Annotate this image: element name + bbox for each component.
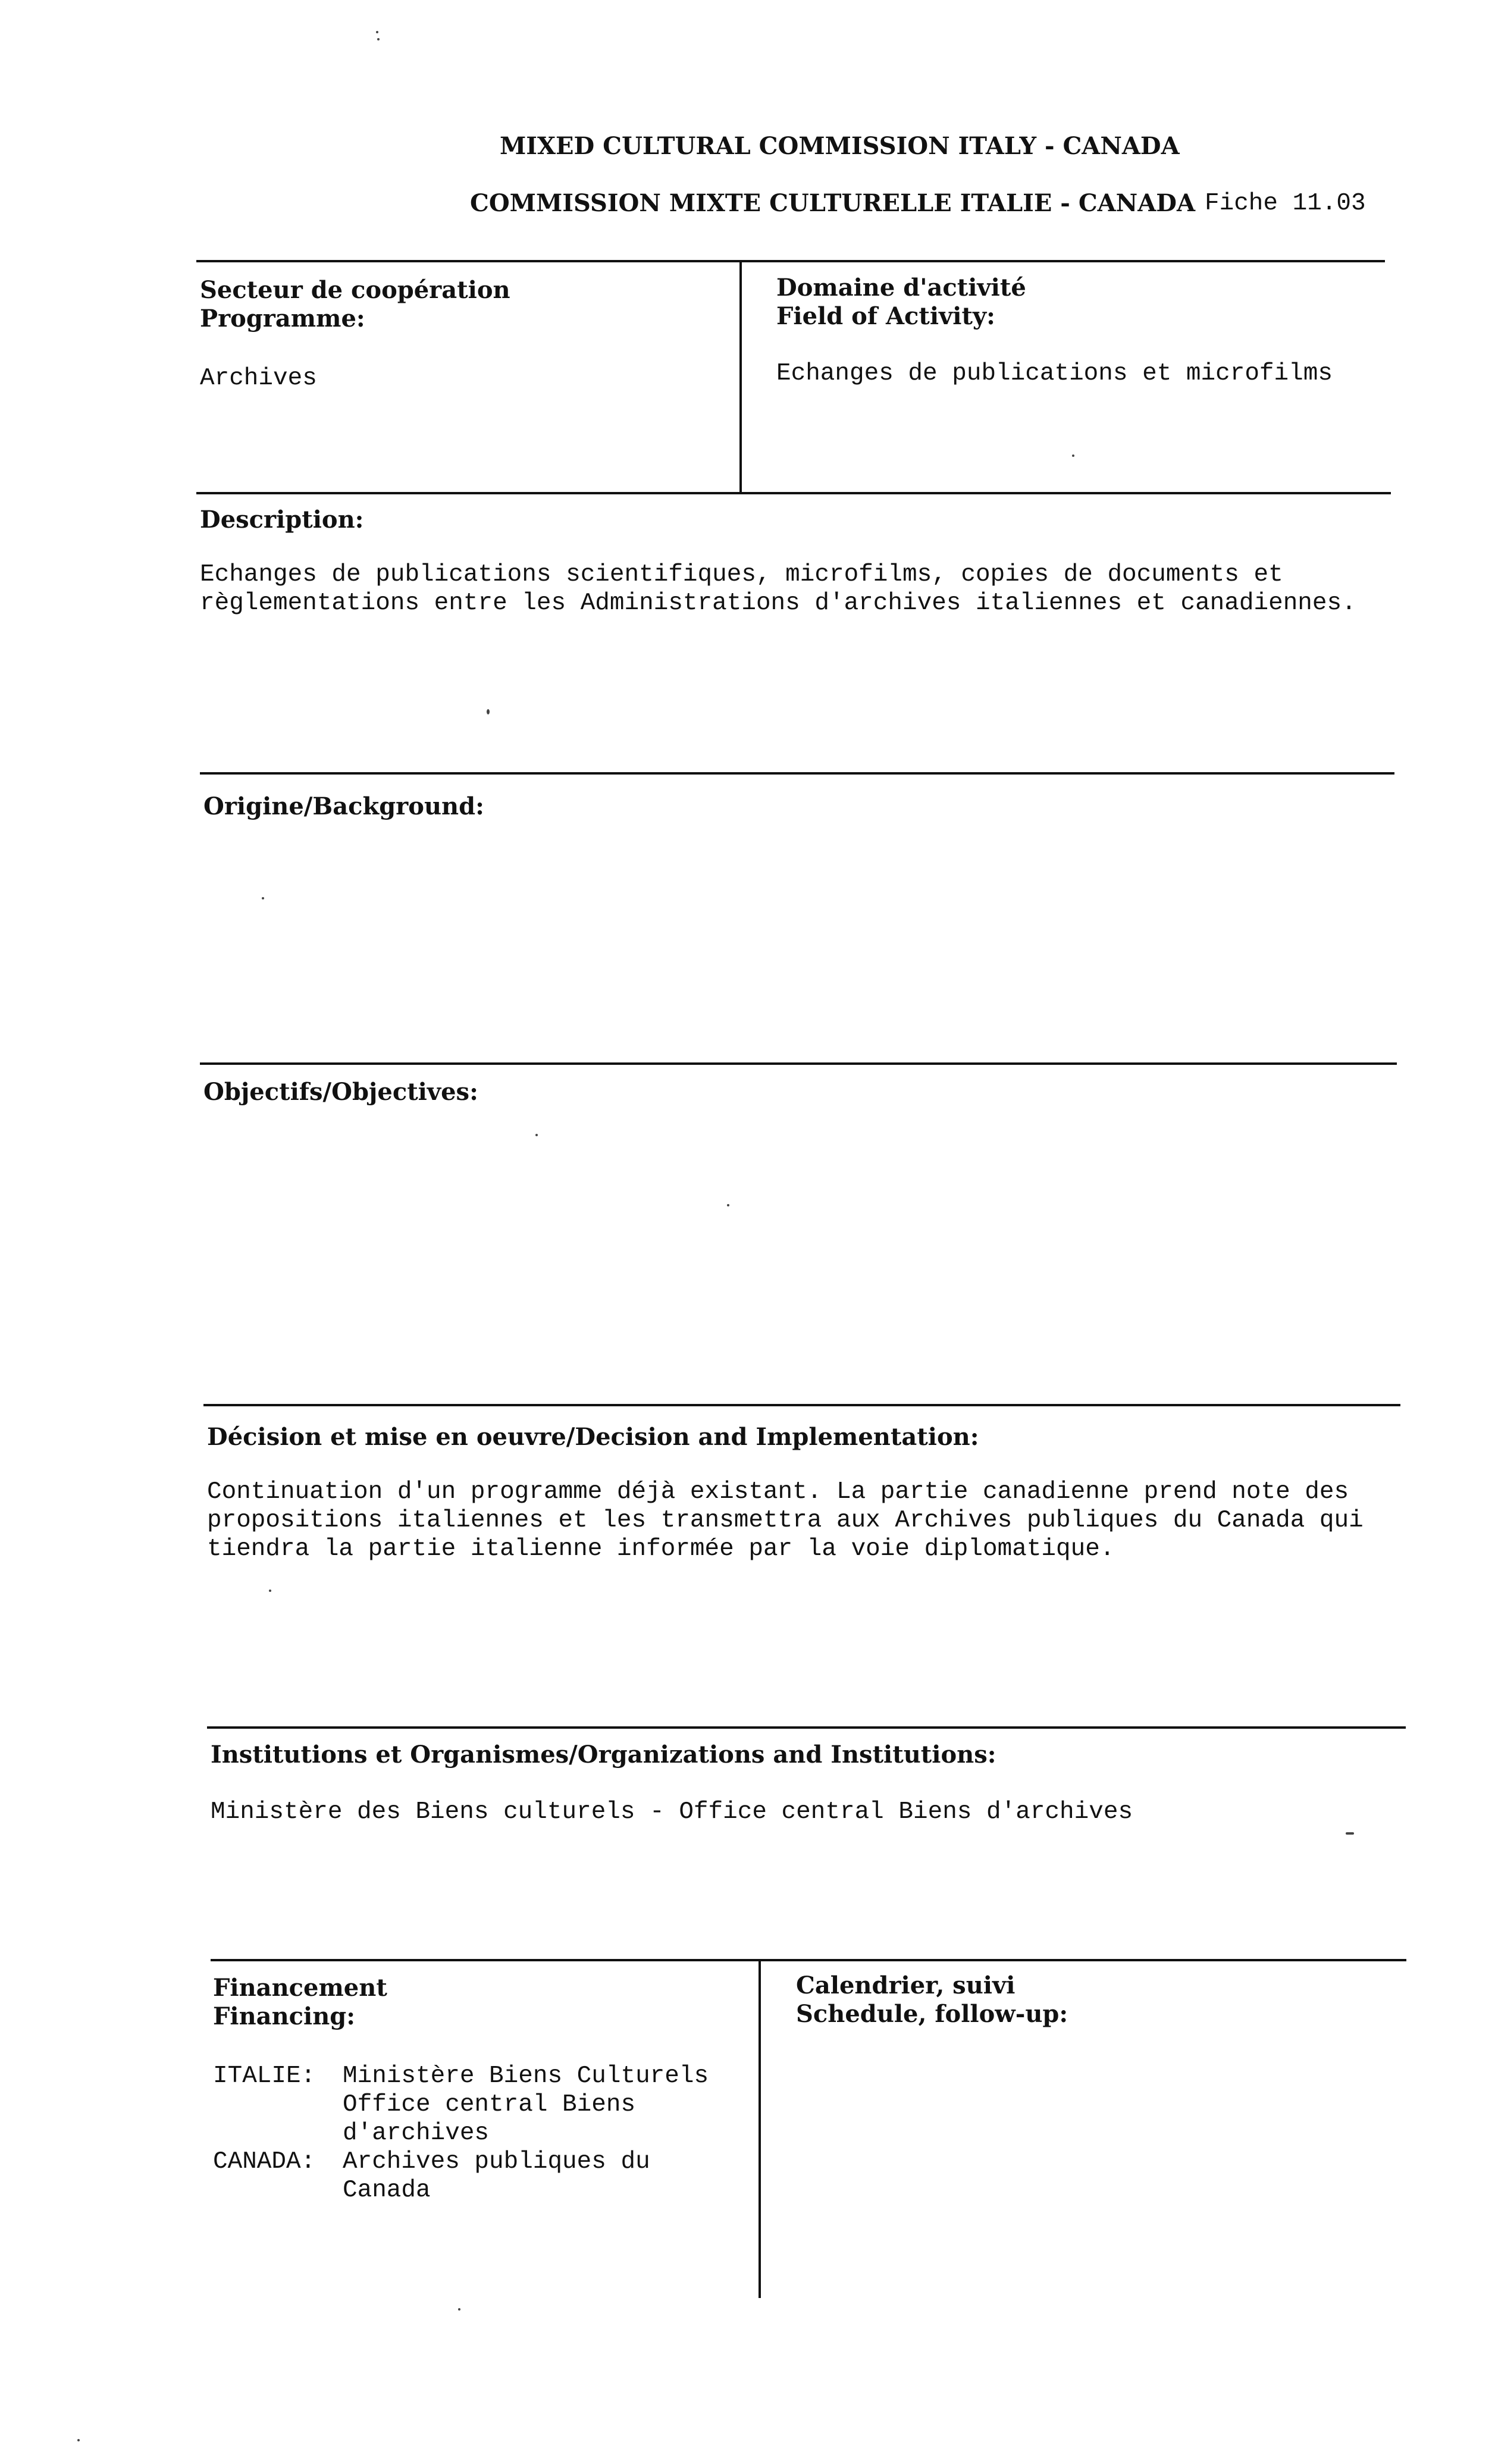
origin-label: Origine/Background: xyxy=(203,792,484,820)
scan-speck xyxy=(376,31,378,33)
financing-label-line2: Financing: xyxy=(213,2002,356,2030)
description-text xyxy=(200,560,1356,617)
rule-vertical-bottom xyxy=(759,1959,761,2298)
cooperation-label-line1: Secteur de coopération xyxy=(200,276,510,304)
cooperation-label-line2: Programme: xyxy=(200,305,365,333)
decision-text xyxy=(207,1478,1364,1563)
institutions-label: Institutions et Organismes/Organizations and Institutions: xyxy=(211,1741,996,1769)
scan-speck xyxy=(377,38,380,40)
scan-speck xyxy=(458,2308,460,2311)
scan-speck xyxy=(77,2439,80,2441)
decision-line-1: Continuation d'un programme déjà existant. La partie canadienne prend note des xyxy=(207,1478,1349,1506)
scan-speck xyxy=(535,1134,538,1136)
description-line-2: règlementations entre les Administrations d'archives italiennes et canadiennes. xyxy=(200,590,1356,617)
objectives-label: Objectifs/Objectives: xyxy=(203,1078,478,1106)
activity-label xyxy=(776,274,1026,331)
rule-after-origin xyxy=(200,1062,1397,1065)
financing-italy-key: ITALIE: xyxy=(213,2062,316,2090)
scan-speck xyxy=(262,897,264,899)
schedule-label-line1: Calendrier, suivi xyxy=(796,1971,1016,1999)
financing-canada-key: CANADA: xyxy=(213,2148,316,2175)
rule-after-objectives xyxy=(203,1404,1400,1406)
decision-line-3: tiendra la partie italienne informée par la voie diplomatique. xyxy=(207,1535,1115,1563)
decision-line-2: propositions italiennes et les transmettra aux Archives publiques du Canada qui xyxy=(207,1507,1364,1534)
schedule-label xyxy=(796,1971,1068,2029)
cooperation-label xyxy=(200,276,510,333)
financing-label xyxy=(213,1974,387,2031)
description-label: Description: xyxy=(200,506,364,534)
scan-speck xyxy=(727,1204,729,1206)
financing-italy-line-2: Office central Biens xyxy=(343,2091,636,2118)
institutions-value: Ministère des Biens culturels - Office central Biens d'archives xyxy=(211,1798,1133,1826)
scan-speck xyxy=(1072,454,1074,457)
cooperation-value: Archives xyxy=(200,365,317,392)
scan-speck xyxy=(487,709,490,714)
rule-after-institutions xyxy=(211,1959,1406,1961)
activity-label-line1: Domaine d'activité xyxy=(776,274,1026,302)
rule-top xyxy=(196,260,1385,262)
schedule-label-line2: Schedule, follow-up: xyxy=(796,2000,1068,2028)
title-english: MIXED CULTURAL COMMISSION ITALY - CANADA xyxy=(500,132,1180,160)
title-french: COMMISSION MIXTE CULTURELLE ITALIE - CANADA xyxy=(470,189,1196,217)
rule-after-decision xyxy=(207,1726,1406,1729)
activity-label-line2: Field of Activity: xyxy=(776,302,995,330)
rule-after-programme xyxy=(196,492,1391,494)
decision-label: Décision et mise en oeuvre/Decision and Implementation: xyxy=(207,1423,979,1451)
activity-value: Echanges de publications et microfilms xyxy=(776,360,1333,387)
description-line-1: Echanges de publications scientifiques, microfilms, copies de documents et xyxy=(200,561,1283,588)
fiche-number: Fiche 11.03 xyxy=(1205,190,1366,217)
financing-italy-line-3: d'archives xyxy=(343,2120,490,2147)
financing-canada-line-2: Canada xyxy=(343,2177,431,2204)
scan-speck xyxy=(1346,1832,1354,1835)
financing-canada-value xyxy=(343,2148,650,2205)
rule-vertical-top xyxy=(739,260,742,494)
rule-after-description xyxy=(200,772,1394,775)
financing-canada-line-1: Archives publiques du xyxy=(343,2148,650,2175)
financing-italy-line-1: Ministère Biens Culturels xyxy=(343,2062,709,2090)
scan-speck xyxy=(269,1590,271,1592)
financing-italy-value xyxy=(343,2062,709,2148)
financing-label-line1: Financement xyxy=(213,1974,387,2002)
